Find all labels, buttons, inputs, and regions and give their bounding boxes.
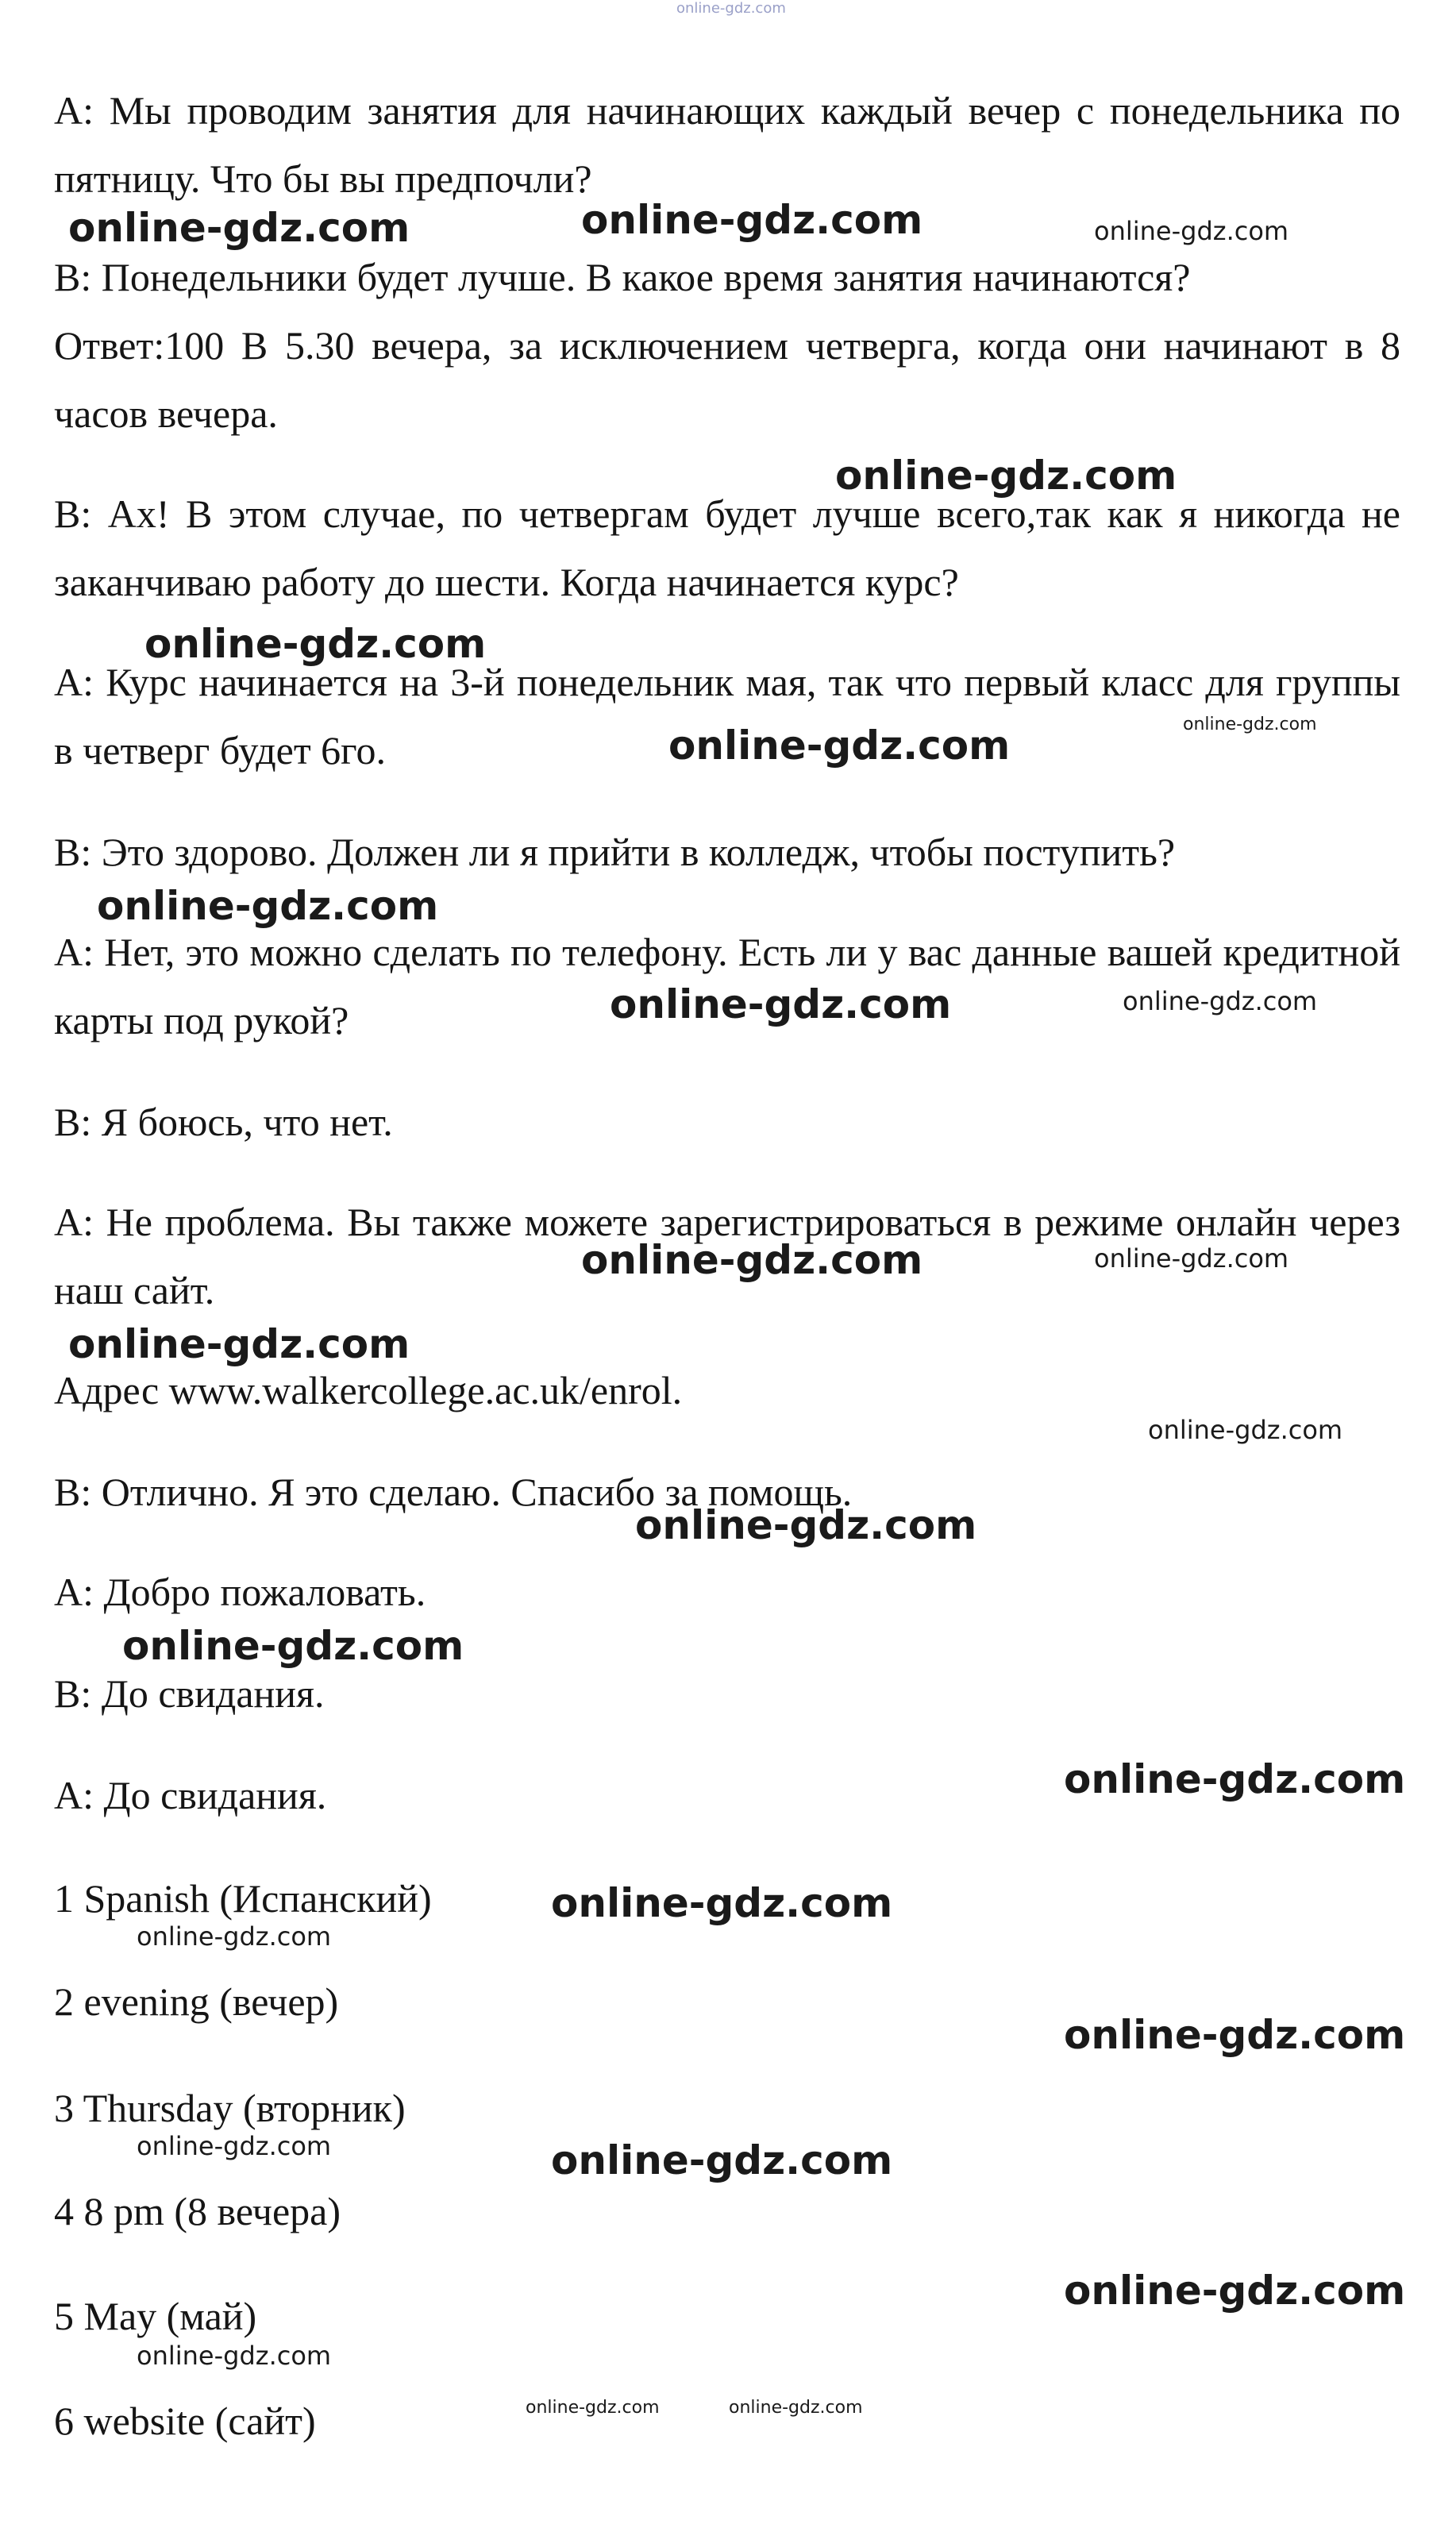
- dialogue-line-5: А: Курс начинается на 3-й понедельник мая, так что первый класс для группы в четверг будет 6го.: [54, 660, 1400, 773]
- watermark: online-gdz.com: [668, 723, 1011, 769]
- dialogue-line-1: А: Мы проводим занятия для начинающих каждый вечер с понедельника по пятницу. Что бы вы предпочли?: [54, 88, 1400, 201]
- watermark: online-gdz.com: [1183, 715, 1317, 734]
- watermark: online-gdz.com: [97, 883, 439, 929]
- dialogue-line-8: В: Я боюсь, что нет.: [54, 1100, 393, 1144]
- dialogue-line-4: В: Ах! В этом случае, по четвергам будет лучше всего,так как я никогда не заканчиваю работу до шести. Когда начинается курс?: [54, 491, 1400, 604]
- watermark: online-gdz.com: [729, 2398, 863, 2418]
- watermark: online-gdz.com: [635, 1502, 977, 1548]
- dialogue-line-10: Адрес www.walkercollege.ac.uk/enrol.: [54, 1368, 683, 1412]
- watermark: online-gdz.com: [137, 2131, 332, 2161]
- watermark: online-gdz.com: [551, 2137, 893, 2183]
- watermark: online-gdz.com: [1064, 2012, 1406, 2058]
- dialogue-line-7: А: Нет, это можно сделать по телефону. Есть ли у вас данные вашей кредитной карты под рукой?: [54, 930, 1400, 1042]
- watermark: online-gdz.com: [581, 197, 923, 243]
- answer-item-4: 4 8 pm (8 вечера): [54, 2189, 341, 2233]
- watermark: online-gdz.com: [122, 1623, 464, 1669]
- dialogue-line-14: А: До свидания.: [54, 1773, 327, 1817]
- answer-item-3: 3 Thursday (вторник): [54, 2086, 406, 2130]
- watermark: online-gdz.com: [1123, 986, 1318, 1016]
- watermark: online-gdz.com: [526, 2398, 660, 2418]
- watermark: online-gdz.com: [68, 205, 410, 251]
- answer-item-6: 6 website (сайт): [54, 2399, 316, 2443]
- watermark: online-gdz.com: [1064, 2268, 1406, 2314]
- top-watermark: online-gdz.com: [676, 0, 786, 17]
- dialogue-line-12: А: Добро пожаловать.: [54, 1570, 426, 1614]
- watermark: online-gdz.com: [137, 1921, 332, 1952]
- watermark: online-gdz.com: [1094, 216, 1289, 246]
- dialogue-line-13: В: До свидания.: [54, 1671, 325, 1716]
- watermark: online-gdz.com: [1094, 1243, 1289, 1274]
- watermark: online-gdz.com: [1064, 1756, 1406, 1802]
- dialogue-line-2: В: Понедельники будет лучше. В какое время занятия начинаются?: [54, 255, 1191, 299]
- watermark: online-gdz.com: [581, 1237, 923, 1283]
- answer-item-5: 5 May (май): [54, 2294, 257, 2338]
- watermark: online-gdz.com: [610, 981, 952, 1027]
- dialogue-line-9: А: Не проблема. Вы также можете зарегистрироваться в режиме онлайн через наш сайт.: [54, 1200, 1400, 1312]
- watermark: online-gdz.com: [144, 621, 487, 667]
- dialogue-line-3: Ответ:100 В 5.30 вечера, за исключением четверга, когда они начинают в 8 часов вечера.: [54, 323, 1400, 436]
- watermark: online-gdz.com: [551, 1880, 893, 1926]
- answer-item-2: 2 evening (вечер): [54, 1979, 339, 2024]
- answer-item-1: 1 Spanish (Испанский): [54, 1876, 432, 1921]
- watermark: online-gdz.com: [835, 453, 1177, 499]
- watermark: online-gdz.com: [1148, 1415, 1343, 1445]
- dialogue-line-6: В: Это здорово. Должен ли я прийти в колледж, чтобы поступить?: [54, 830, 1176, 874]
- watermark: online-gdz.com: [68, 1321, 410, 1367]
- dialogue-line-11: В: Отлично. Я это сделаю. Спасибо за помощь.: [54, 1470, 853, 1514]
- watermark: online-gdz.com: [137, 2341, 332, 2371]
